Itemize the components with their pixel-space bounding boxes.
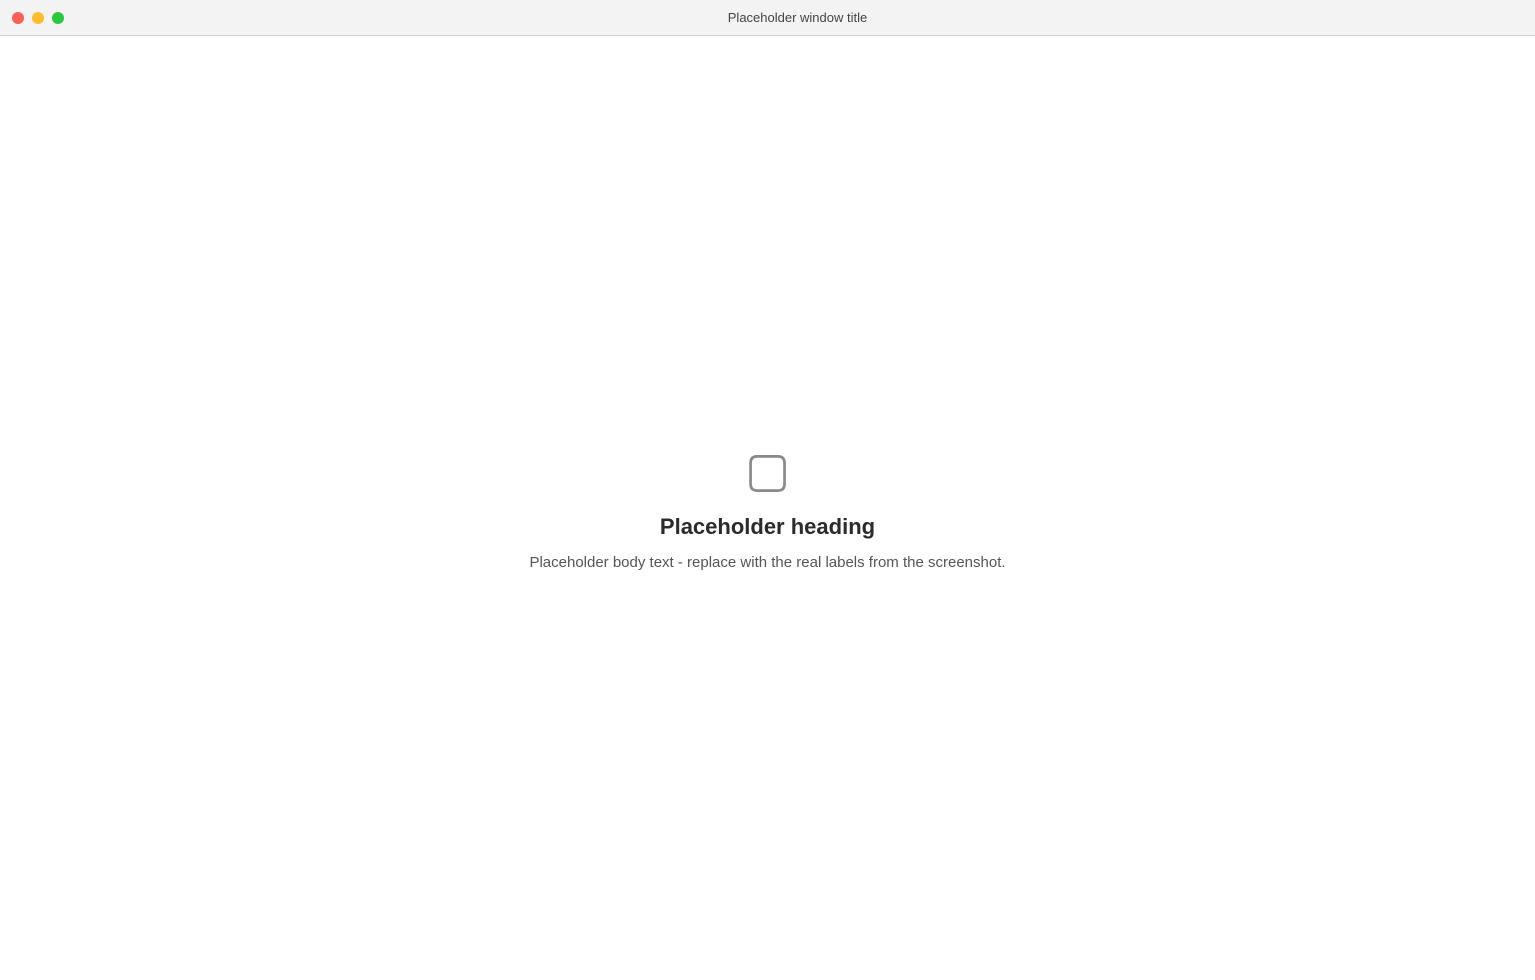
- minimize-window-icon[interactable]: [32, 12, 44, 24]
- notice-panel: [529, 442, 1005, 575]
- window-title: Placeholder window title: [727, 10, 868, 25]
- main-content: [0, 36, 1535, 980]
- notice-heading: Placeholder heading: [659, 513, 876, 539]
- notice-message: Placeholder body text - replace with the real labels from the screenshot.: [529, 553, 1006, 571]
- close-window-icon[interactable]: [12, 12, 24, 24]
- image-missing-icon: ▢: [744, 443, 791, 497]
- maximize-window-icon[interactable]: [52, 12, 64, 24]
- title-bar: [0, 0, 1535, 36]
